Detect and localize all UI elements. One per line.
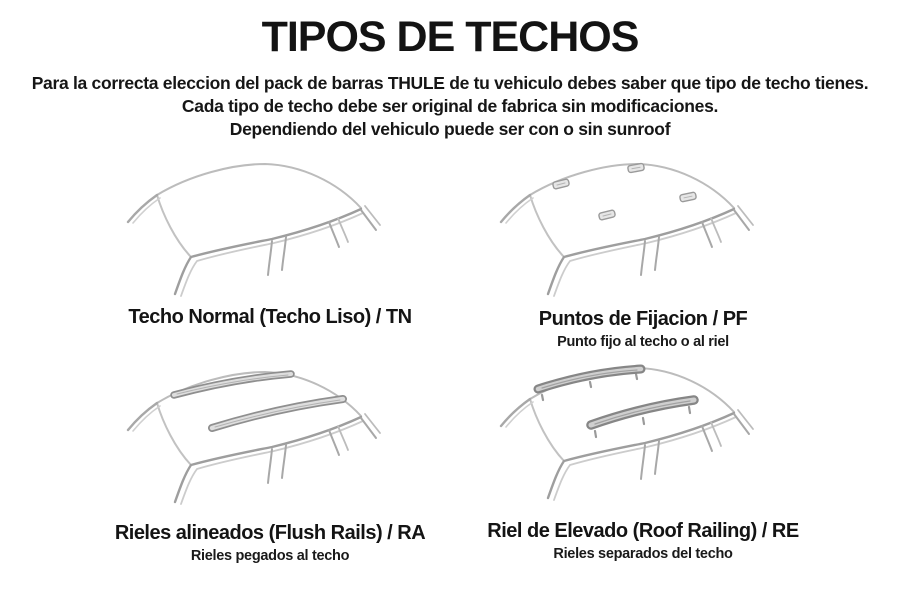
intro-line-2: Cada tipo de techo debe ser original de fabrica sin modificaciones. (181, 96, 719, 116)
intro-line-3: Dependiendo del vehiculo puede ser con o sin sunroof (229, 119, 671, 139)
roof-type-ra-label: Rieles alineados (Flush Rails) / RA (114, 522, 426, 544)
roof-type-tn (105, 158, 435, 328)
flush-rails-roof-illustration (105, 366, 425, 526)
roof-type-ra (105, 366, 435, 564)
plain-roof-illustration (105, 158, 425, 318)
intro-line-1: Para la correcta eleccion del pack de barras THULE de tu vehiculo debes saber que tipo de techo tienes. (31, 73, 869, 93)
intro-text (0, 72, 900, 141)
roof-type-pf (478, 158, 808, 350)
roof-type-tn-label: Techo Normal (Techo Liso) / TN (128, 306, 412, 328)
roof-type-re-label: Riel de Elevado (Roof Railing) / RE (487, 520, 799, 542)
raised-rails-roof-illustration (478, 362, 798, 522)
fixpoint-roof-illustration (478, 158, 798, 318)
page-title: TIPOS DE TECHOS (261, 13, 639, 61)
roof-type-re-sublabel: Rieles separados del techo (553, 546, 733, 562)
roof-type-pf-label: Puntos de Fijacion / PF (538, 308, 748, 330)
roof-type-ra-sublabel: Rieles pegados al techo (190, 548, 350, 564)
roof-type-re (478, 362, 808, 562)
roof-type-pf-sublabel: Punto fijo al techo o al riel (557, 334, 729, 350)
